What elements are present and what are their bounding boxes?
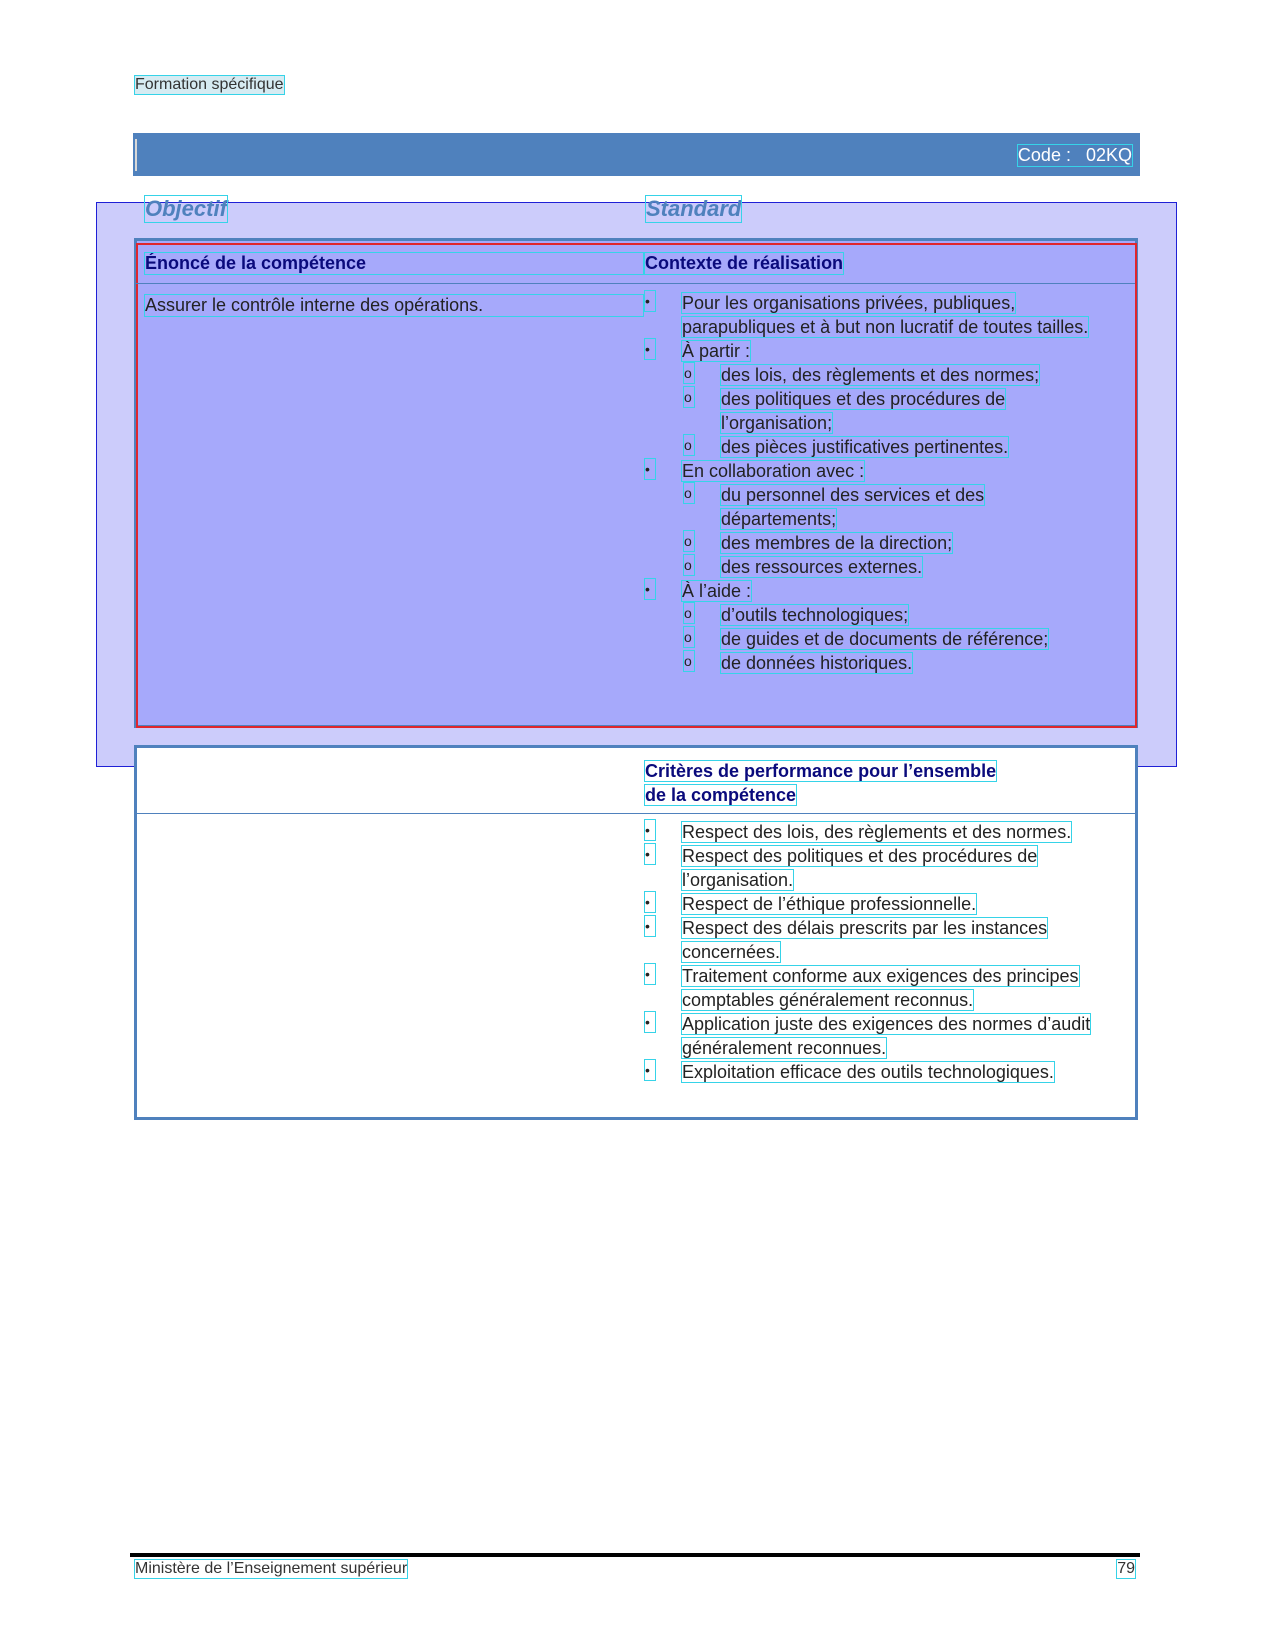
performance-criteria-header	[645, 759, 1065, 807]
context-sub-item	[645, 483, 1095, 531]
context-item	[645, 339, 1095, 363]
bullet-marker: •	[645, 339, 655, 359]
item-text: Respect des lois, des règlements et des normes.	[682, 822, 1072, 842]
sub-bullet-marker: o	[684, 555, 694, 575]
context-sub-item	[645, 603, 1095, 627]
item-text: Application juste des exigences des normes d’audit généralement reconnues.	[682, 1014, 1091, 1058]
performance-header-line-2: de la compétence	[645, 785, 797, 805]
performance-header-line-1: Critères de performance pour l’ensemble	[645, 761, 997, 781]
context-list	[645, 291, 1095, 675]
sub-bullet-marker: o	[684, 531, 694, 551]
item-text: Pour les organisations privées, publiques, parapubliques et à but non lucratif de toutes tailles.	[682, 293, 1089, 337]
item-text: En collaboration avec :	[682, 461, 865, 481]
sub-item-text: des membres de la direction;	[721, 533, 953, 553]
context-sub-item	[645, 555, 1095, 579]
bullet-marker: •	[645, 1012, 655, 1032]
item-text: Respect de l’éthique professionnelle.	[682, 894, 977, 914]
sub-bullet-marker: o	[684, 387, 694, 407]
item-text: Respect des politiques et des procédures de l’organisation.	[682, 846, 1038, 890]
criteria-list	[645, 820, 1105, 1084]
sub-item-text: de données historiques.	[721, 653, 913, 673]
sub-bullet-marker: o	[684, 483, 694, 503]
criterion-item	[645, 916, 1105, 964]
page-number: 79	[1117, 1560, 1135, 1577]
code-bar-rule	[135, 139, 137, 171]
bullet-marker: •	[645, 892, 655, 912]
bullet-marker: •	[645, 291, 655, 311]
criterion-item	[645, 844, 1105, 892]
sub-bullet-marker: o	[684, 435, 694, 455]
criterion-item	[645, 1060, 1105, 1084]
bullet-marker: •	[645, 964, 655, 984]
sub-item-text: des lois, des règlements et des normes;	[721, 365, 1040, 385]
criterion-item	[645, 964, 1105, 1012]
context-sub-item	[645, 387, 1095, 435]
context-sub-item	[645, 531, 1095, 555]
code-bar	[133, 133, 1140, 176]
bullet-marker: •	[645, 579, 655, 599]
sub-item-text: de guides et de documents de référence;	[721, 629, 1049, 649]
criterion-item	[645, 892, 1105, 916]
context-item	[645, 579, 1095, 603]
section-label: Formation spécifique	[135, 76, 284, 93]
bullet-marker: •	[645, 459, 655, 479]
context-sub-item	[645, 363, 1095, 387]
sub-item-text: des pièces justificatives pertinentes.	[721, 437, 1009, 457]
standard-heading: Standard	[646, 196, 742, 221]
sub-item-text: des ressources externes.	[721, 557, 923, 577]
item-text: Traitement conforme aux exigences des principes comptables généralement reconnus.	[682, 966, 1079, 1010]
context-sub-item	[645, 651, 1095, 675]
objective-heading: Objectif	[145, 196, 227, 221]
criterion-item	[645, 1012, 1105, 1060]
bullet-marker: •	[645, 1060, 655, 1080]
item-text: À l’aide :	[682, 581, 752, 601]
context-sub-item	[645, 435, 1095, 459]
sub-item-text: des politiques et des procédures de l’organisation;	[721, 389, 1006, 433]
context-item	[645, 459, 1095, 483]
bullet-marker: •	[645, 916, 655, 936]
sub-item-text: d’outils technologiques;	[721, 605, 909, 625]
footer-rule	[130, 1553, 1140, 1557]
bullet-marker: •	[645, 844, 655, 864]
competence-statement-header: Énoncé de la compétence	[145, 253, 643, 274]
item-text: Exploitation efficace des outils technologiques.	[682, 1062, 1054, 1082]
sub-bullet-marker: o	[684, 627, 694, 647]
context-header: Contexte de réalisation	[645, 253, 844, 273]
context-item	[645, 291, 1095, 339]
item-text: Respect des délais prescrits par les instances concernées.	[682, 918, 1048, 962]
item-text: À partir :	[682, 341, 751, 361]
sub-bullet-marker: o	[684, 603, 694, 623]
criterion-item	[645, 820, 1105, 844]
sub-item-text: du personnel des services et des départements;	[721, 485, 985, 529]
context-sub-item	[645, 627, 1095, 651]
bullet-marker: •	[645, 820, 655, 840]
footer-ministry: Ministère de l’Enseignement supérieur	[135, 1560, 408, 1577]
program-code: Code : 02KQ	[1017, 145, 1132, 165]
competence-table-divider	[136, 283, 1135, 284]
sub-bullet-marker: o	[684, 651, 694, 671]
performance-table-divider	[136, 813, 1135, 814]
competence-statement: Assurer le contrôle interne des opérations.	[145, 295, 643, 316]
sub-bullet-marker: o	[684, 363, 694, 383]
